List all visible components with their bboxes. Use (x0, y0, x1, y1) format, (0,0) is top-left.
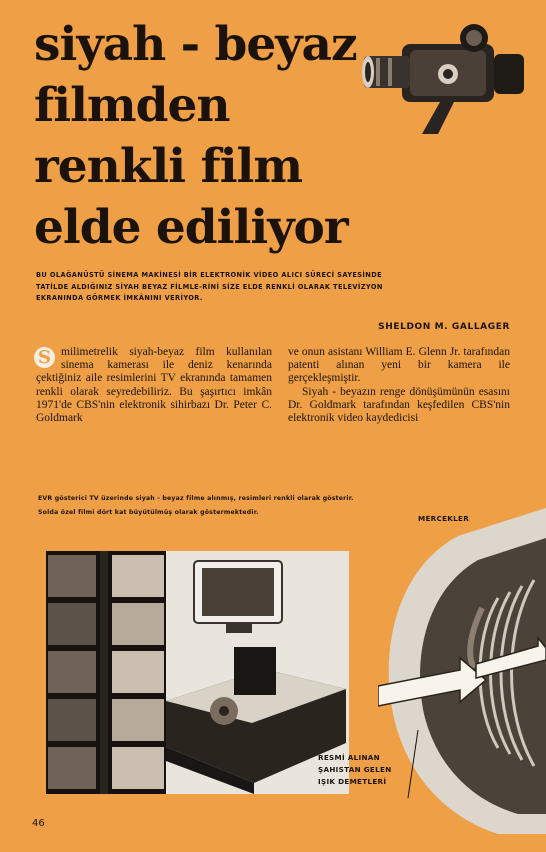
body-paragraph-right-2: Siyah - beyazın renge dönüşümünün esasını Dr. Goldmark tarafından keşfedilen CBS'nin elektronik video kaydedicisi (288, 385, 510, 425)
body-column-left (36, 346, 272, 425)
photo-caption: EVR gösterici TV üzerinde siyah - beyaz filme alınmış, resimleri renkli olarak gösterir. Solda özel filmi dört kat büyütülmüş olarak göstermektedir. (38, 495, 354, 516)
film-camera-illustration (362, 16, 532, 136)
title-line-2: filmden (34, 78, 230, 133)
article-title (34, 14, 357, 258)
drop-cap: S (34, 347, 55, 368)
light-label-line-2: ŞAHISTAN GELEN (318, 765, 392, 774)
title-line-3: renkli film (34, 139, 303, 194)
film-frames (48, 551, 164, 794)
page-number: 46 (32, 818, 45, 829)
lenses-label: MERCEKLER (418, 514, 470, 523)
title-line-1: siyah - beyaz (34, 17, 357, 72)
body-column-right (288, 346, 510, 425)
body-paragraph-right-1: ve onun asistanı William E. Glenn Jr. tarafından patenti alınan yeni bir kamera ile gerçekleşmiştir. (288, 346, 510, 385)
lens-cutaway-illustration (378, 508, 546, 834)
author-byline: SHELDON M. GALLAGER (378, 322, 510, 332)
evr-player-photo (46, 551, 349, 794)
light-label-line-1: RESMİ ALINAN (318, 753, 380, 762)
light-label-line-3: IŞIK DEMETLERİ (318, 777, 387, 786)
article-lede: BU OLAĞANÜSTÜ SİNEMA MAKİNESİ BİR ELEKTRONİK VİDEO ALICI SÜRECİ SAYESİNDE TATİLDE ALDIĞINIZ SİYAH BEYAZ FİLMLE-RİNİ SİZE ELDE RENKLİ OLARAK TELEVİZYON EKRANINDA GÖRMEK İMKÂNINI VERİYOR. (36, 271, 383, 302)
title-line-4: elde ediliyor (34, 200, 348, 255)
light-beams-label (318, 752, 392, 788)
body-paragraph-left: milimetrelik siyah-beyaz film kullanılan sinema kamerası ile deniz kenarında çektiğiniz aile resimlerini TV ekranında tamamen renkli olarak seyredebiliriz. Bu şaşırtıcı imkân 1971'de CBS'nin elektronik sihirbazı Dr. Peter C. Goldmark (36, 346, 272, 425)
